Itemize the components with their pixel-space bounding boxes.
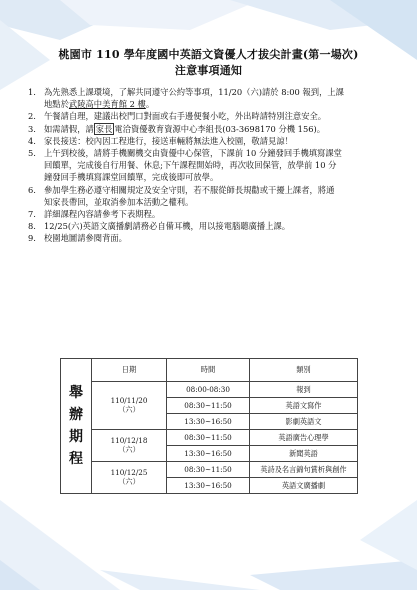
table-row: 110/11/20 （六） 08:00-08:30 報到: [61, 382, 358, 398]
table-row: 08:30~11:50 英語文寫作: [61, 398, 358, 414]
schedule-table: [60, 358, 358, 494]
table-header-row: [61, 359, 358, 382]
column-header: 類別: [250, 359, 358, 382]
table-row: 110/12/25 （六） 08:30~11:50 英詩及名言錦句賞析與創作: [61, 462, 358, 478]
notice-list: [28, 86, 393, 245]
list-item: 4. 家長接送：校內因工程進行，接送車輛將無法進入校園，敬請見諒！: [28, 135, 293, 146]
list-item: 7. 詳細課程內容請參考下表期程。: [28, 209, 161, 220]
list-item: 8. 12/25(六)英語文廣播劇請務必自備耳機，用以接電腦聽廣播上課。: [28, 221, 291, 232]
document-subtitle: 注意事項通知: [174, 64, 243, 77]
date-cell: 110/11/20 （六）: [92, 382, 167, 430]
list-item: 9. 校園地圖請參閱背面。: [28, 233, 127, 244]
list-item: 5. 上午到校後，請將手機關機交由資優中心保管，下課前 10 分鐘發回手機填寫課堂 回饋單，完成後自行用餐、休息;下午課程開始時，再次收回保管，放學前 10 分 鐘發回手機填寫課堂回饋單，完成後即可放學。: [28, 148, 342, 183]
list-item: 2. 午餐請自理，建議出校門口對面或右手邊便餐小吃，外出時請特別注意安全。: [28, 111, 327, 122]
table-row: 13:30~16:50 英語文廣播劇: [61, 478, 358, 494]
venue-text: 武陵高中美育館 2 樓: [68, 99, 146, 110]
column-header: 時間: [167, 359, 250, 382]
column-header: 日期: [92, 359, 167, 382]
schedule-side-label: 舉 辦 期 程: [61, 359, 92, 494]
list-item: 3. 如需請假，請 家長 電洽資優教育資源中心李組長(03-3698170 分機 156)。: [28, 123, 326, 134]
document-title: 桃園市 110 學年度國中英語文資優人才拔尖計畫(第一場次): [58, 48, 359, 61]
table-row: 13:30~16:50 影劇英語文: [61, 414, 358, 430]
date-cell: 110/12/18 （六）: [92, 430, 167, 462]
boxed-word: 家長: [95, 123, 113, 134]
list-item: 1. 為先熟悉上課環境，了解共同遵守公約等事項，11/20（六)請於 8:00 報到，上課 地點於武陵高中美育館 2 樓。: [28, 87, 344, 110]
list-item: 6. 參加學生務必遵守相關規定及安全守則，若不服從師長規勸或干擾上課者，將通 知家長帶回，並取消參加本活動之權利。: [28, 184, 335, 207]
date-cell: 110/12/25 （六）: [92, 462, 167, 494]
table-row: 13:30~16:50 新聞英語: [61, 446, 358, 462]
table-row: 110/12/18 （六） 08:30~11:50 英語廣告心理學: [61, 430, 358, 446]
